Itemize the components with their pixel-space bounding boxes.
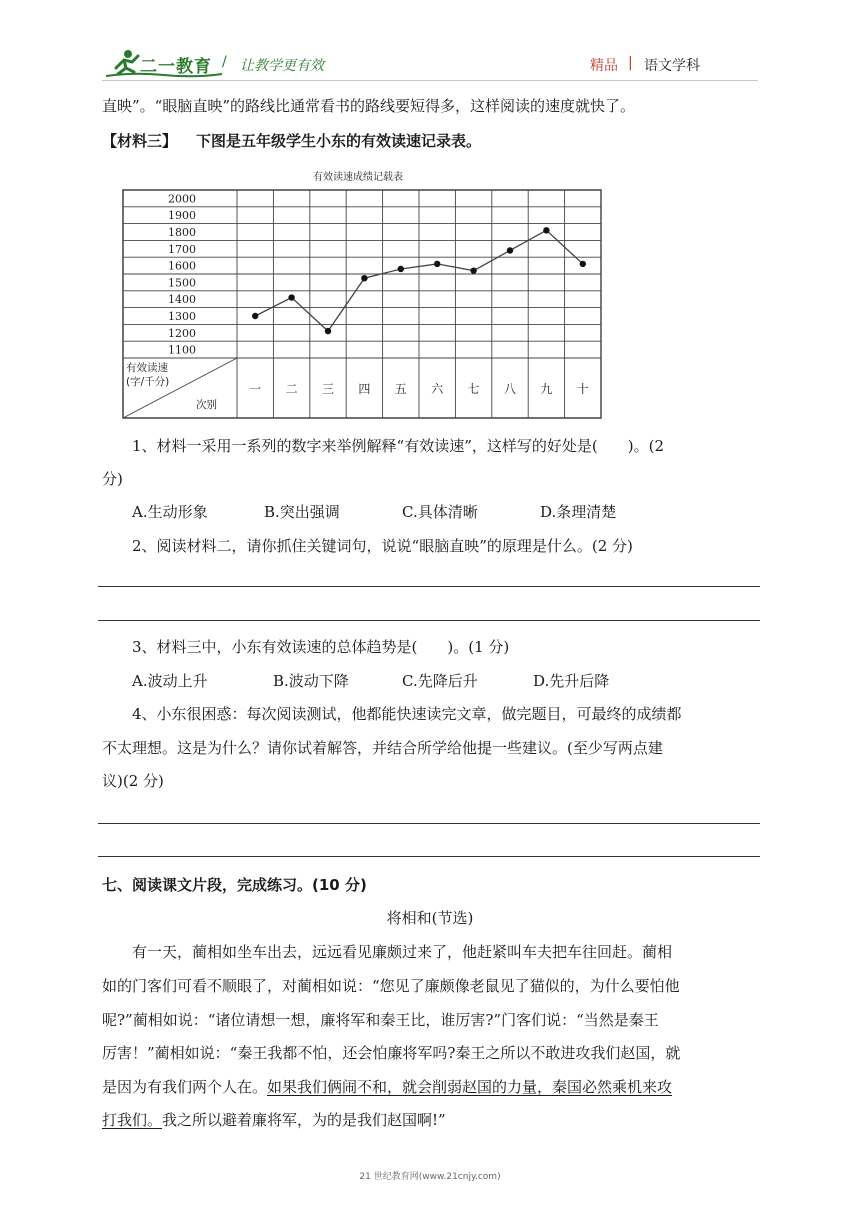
y-tick-label: 1100 bbox=[168, 343, 196, 357]
passage-line bbox=[102, 1077, 672, 1097]
question-1: 1、材料一采用一系列的数字来举例解释“有效读速”，这样写的好处是( )。(2 bbox=[132, 437, 664, 455]
q3-choice-b[interactable]: B.波动下降 bbox=[273, 672, 349, 690]
data-point bbox=[398, 266, 404, 272]
header-y-label-line2: (字/千分) bbox=[126, 376, 170, 388]
passage-line: 如的门客们可看不顺眼了，对蔺相如说：“您见了廉颇像老鼠见了猫似的，为什么要怕他 bbox=[102, 977, 680, 995]
y-tick-label: 1700 bbox=[168, 242, 196, 256]
header-subject: 语文学科 bbox=[644, 58, 700, 74]
header-separator: / bbox=[222, 54, 227, 70]
passage-line: 厉害！”蔺相如说：“秦王我都不怕，还会怕廉将军吗?秦王之所以不敢进攻我们赵国，就 bbox=[102, 1044, 681, 1062]
section-7-heading: 七、阅读课文片段，完成练习。(10 分) bbox=[102, 876, 367, 894]
header-y-label-line1: 有效读速 bbox=[126, 362, 168, 374]
x-tick-label: 四 bbox=[358, 382, 371, 396]
underlined-sentence: 如果我们俩闹不和，就会削弱赵国的力量，秦国必然乘机来攻 bbox=[267, 1078, 673, 1096]
x-tick-label: 五 bbox=[394, 382, 407, 396]
question-4: 4、小东很困惑：每次阅读测试，他都能快速读完文章，做完题目，可最终的成绩都 bbox=[132, 705, 682, 723]
y-tick-label: 1800 bbox=[168, 226, 196, 239]
logo-text: 二一教育 bbox=[140, 57, 212, 77]
y-tick-label: 1600 bbox=[168, 259, 196, 273]
data-point bbox=[434, 261, 440, 267]
chart-title: 有效读速成绩记载表 bbox=[313, 172, 403, 183]
header-divider: | bbox=[628, 55, 633, 71]
passage-text: 我之所以避着廉将军，为的是我们赵国啊!” bbox=[162, 1111, 446, 1129]
q3-choice-a[interactable]: A.波动上升 bbox=[132, 672, 208, 690]
x-tick-label: 二 bbox=[285, 382, 298, 396]
header-quality: 精品 bbox=[590, 58, 618, 74]
question-3: 3、材料三中，小东有效读速的总体趋势是( )。(1 分) bbox=[132, 638, 510, 656]
answer-line[interactable] bbox=[98, 586, 760, 587]
x-tick-label: 七 bbox=[467, 382, 480, 396]
q1-choice-c[interactable]: C.具体清晰 bbox=[402, 503, 478, 521]
answer-line[interactable] bbox=[98, 620, 760, 621]
data-point bbox=[543, 227, 549, 233]
header-slogan: 让教学更有效 bbox=[240, 58, 324, 74]
x-tick-label: 八 bbox=[503, 382, 517, 396]
data-point bbox=[325, 328, 331, 334]
x-tick-label: 一 bbox=[249, 382, 262, 396]
x-tick-label: 九 bbox=[540, 382, 553, 396]
header-rule bbox=[102, 80, 758, 81]
y-tick-label: 2000 bbox=[168, 192, 196, 206]
y-tick-label: 1300 bbox=[168, 310, 196, 323]
header-x-label: 次别 bbox=[196, 399, 217, 411]
data-point bbox=[580, 261, 586, 267]
answer-line[interactable] bbox=[98, 856, 760, 857]
passage-title: 将相和(节选) bbox=[386, 909, 474, 927]
answer-line[interactable] bbox=[98, 823, 760, 824]
q3-choice-d[interactable]: D.先升后降 bbox=[533, 672, 610, 690]
passage-text: 是因为有我们两个人在。 bbox=[102, 1078, 268, 1096]
data-point bbox=[288, 294, 294, 300]
passage-line: 呢?”蔺相如说：“诸位请想一想，廉将军和秦王比，谁厉害?”门客们说：“当然是秦王 bbox=[102, 1011, 659, 1029]
material3-text: 下图是五年级学生小东的有效读速记录表。 bbox=[196, 132, 482, 150]
data-point bbox=[507, 247, 513, 253]
x-tick-label: 六 bbox=[431, 382, 444, 396]
y-tick-label: 1400 bbox=[168, 293, 196, 307]
page-footer: 21 世纪教育网(www.21cnjy.com) bbox=[359, 1172, 501, 1182]
data-point bbox=[470, 267, 476, 273]
y-tick-label: 1500 bbox=[168, 276, 196, 290]
question-4-cont: 议)(2 分) bbox=[102, 772, 164, 790]
y-tick-label: 1900 bbox=[168, 209, 196, 223]
q3-choice-c[interactable]: C.先降后升 bbox=[402, 672, 478, 690]
data-point bbox=[361, 275, 367, 281]
q1-choice-b[interactable]: B.突出强调 bbox=[264, 503, 340, 521]
underlined-sentence: 打我们。 bbox=[102, 1111, 163, 1129]
question-1-cont: 分) bbox=[102, 470, 123, 488]
passage-line bbox=[102, 1110, 446, 1130]
question-4-cont: 不太理想。这是为什么？请你试着解答，并结合所学给他提一些建议。(至少写两点建 bbox=[102, 739, 663, 757]
x-tick-label: 三 bbox=[321, 382, 335, 396]
q1-choice-d[interactable]: D.条理清楚 bbox=[540, 503, 617, 521]
reading-speed-chart bbox=[118, 164, 606, 422]
material3-label: 【材料三】 bbox=[102, 132, 178, 150]
passage-line: 有一天，蔺相如坐车出去，远远看见廉颇过来了，他赶紧叫车夫把车往回赶。蔺相 bbox=[132, 943, 673, 961]
data-point bbox=[252, 313, 258, 319]
q1-choice-a[interactable]: A.生动形象 bbox=[132, 503, 208, 521]
paragraph-line: 直映”。“眼脑直映”的路线比通常看书的路线要短得多，这样阅读的速度就快了。 bbox=[102, 97, 636, 115]
chart-labels bbox=[168, 192, 589, 396]
x-tick-label: 十 bbox=[576, 382, 589, 396]
question-2: 2、阅读材料二，请你抓住关键词句，说说“眼脑直映”的原理是什么。(2 分) bbox=[132, 537, 633, 555]
y-tick-label: 1200 bbox=[168, 326, 196, 340]
